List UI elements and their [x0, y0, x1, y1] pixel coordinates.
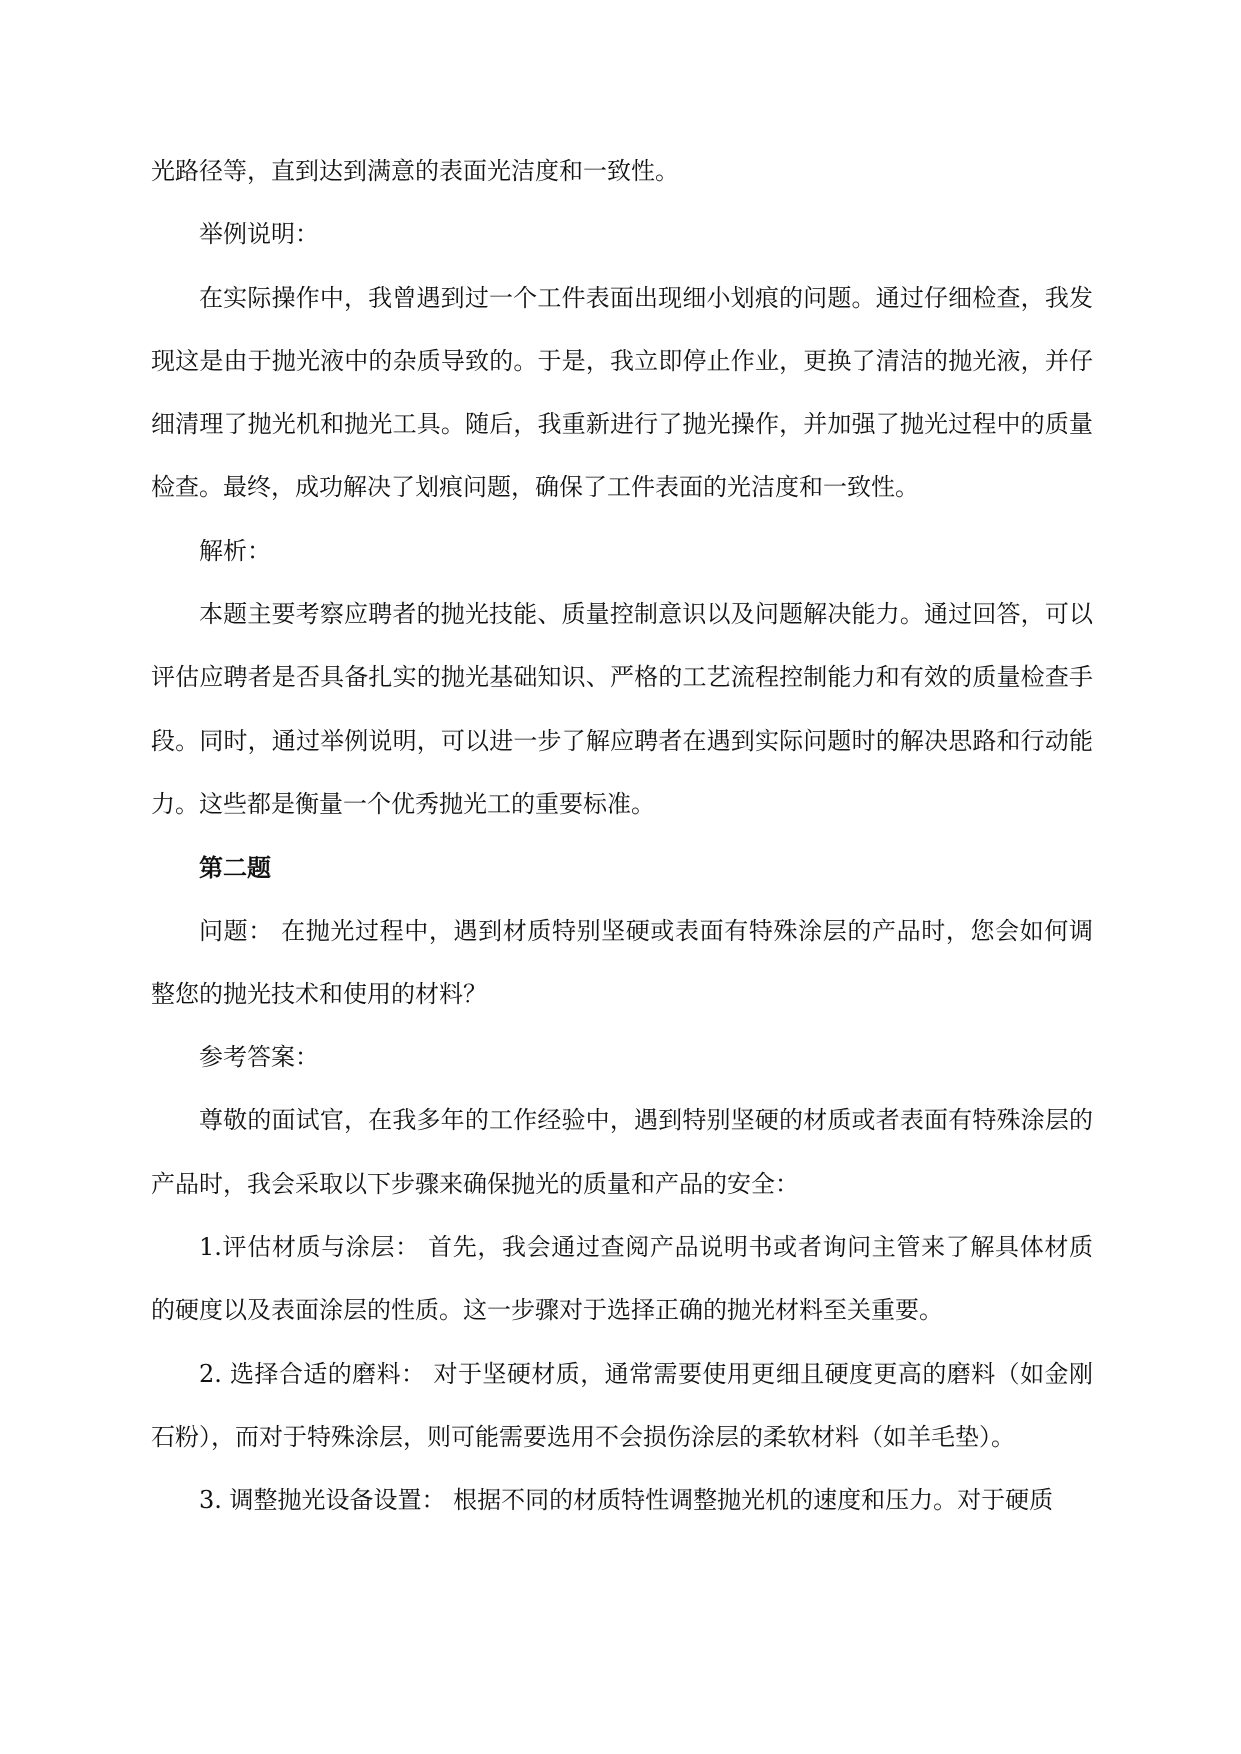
analysis-label: 解析：	[199, 536, 271, 565]
analysis-paragraph: 本题主要考察应聘者的抛光技能、质量控制意识以及问题解决能力。通过回答，可以评估应聘者是否具备扎实的抛光基础知识、严格的工艺流程控制能力和有效的质量检查手段。同时，通过举例说明，可以进一步了解应聘者在遇到实际问题时的解决思路和行动能力。这些都是衡量一个优秀抛光工的重要标准。	[151, 600, 1093, 818]
document-body	[151, 140, 1093, 1533]
example-label: 举例说明：	[199, 220, 319, 249]
answer-intro-paragraph: 尊敬的面试官，在我多年的工作经验中，遇到特别坚硬的材质或者表面有特殊涂层的产品时，我会采取以下步骤来确保抛光的质量和产品的安全：	[151, 1106, 1093, 1198]
answer-step-2: 2. 选择合适的磨料： 对于坚硬材质，通常需要使用更细且硬度更高的磨料（如金刚石粉），而对于特殊涂层，则可能需要选用不会损伤涂层的柔软材料（如羊毛垫）。	[151, 1359, 1093, 1451]
answer-step-3: 3. 调整抛光设备设置： 根据不同的材质特性调整抛光机的速度和压力。对于硬质	[199, 1486, 1054, 1515]
example-paragraph: 在实际操作中，我曾遇到过一个工件表面出现细小划痕的问题。通过仔细检查，我发现这是由于抛光液中的杂质导致的。于是，我立即停止作业，更换了清洁的抛光液，并仔细清理了抛光机和抛光工具。随后，我重新进行了抛光操作，并加强了抛光过程中的质量检查。最终，成功解决了划痕问题，确保了工件表面的光洁度和一致性。	[151, 283, 1093, 502]
reference-answer-label: 参考答案：	[199, 1043, 319, 1072]
section-heading-question-2: 第二题	[199, 853, 271, 883]
question-paragraph: 问题： 在抛光过程中，遇到材质特别坚硬或表面有特殊涂层的产品时，您会如何调整您的抛光技术和使用的材料？	[151, 916, 1093, 1008]
answer-step-1: 1.评估材质与涂层： 首先，我会通过查阅产品说明书或者询问主管来了解具体材质的硬度以及表面涂层的性质。这一步骤对于选择正确的抛光材料至关重要。	[151, 1233, 1093, 1325]
paragraph-continuation: 光路径等，直到达到满意的表面光洁度和一致性。	[151, 157, 679, 185]
